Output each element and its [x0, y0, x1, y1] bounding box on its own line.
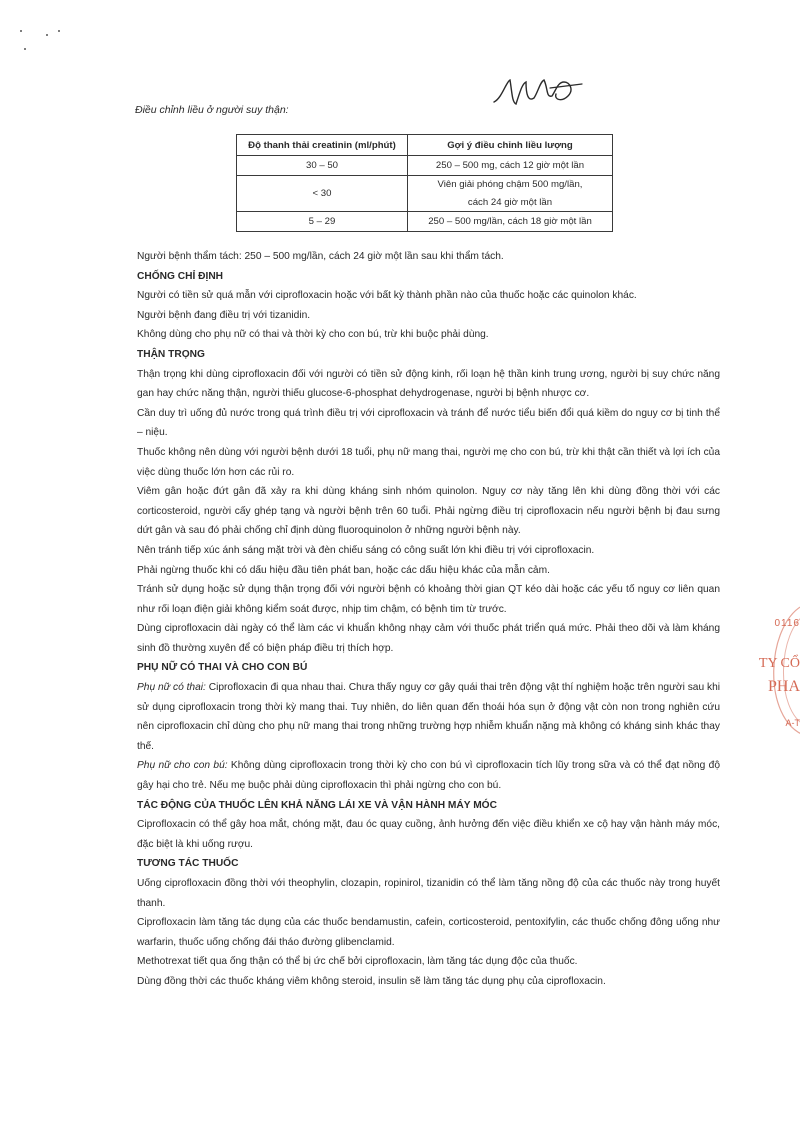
section-heading-driving: TÁC ĐỘNG CỦA THUỐC LÊN KHẢ NĂNG LÁI XE VÀ VẬN HÀNH MÁY MÓC [137, 799, 497, 811]
stamp-text: TY CỔ [758, 656, 800, 671]
table-cell-line: cách 24 giờ một lần [467, 196, 553, 208]
paragraph: Dùng đồng thời các thuốc kháng viêm không steroid, insulin sẽ làm tăng tác dụng phụ của ciprofloxacin. [137, 975, 606, 987]
pregnant-text: Ciprofloxacin đi qua nhau thai. Chưa thấy nguy cơ gây quái thai trên động vật thí nghiệm hoặc trên người sau khi sử dụng ciprofloxacin trong thời kỳ mang thai. Tuy nhiên, do liên quan đến thoái hóa sụn ở động vật còn non trong nghiên cứu nên ciprofloxacin chỉ dùng cho phụ nữ mang thai trong những trường hợp nhiễm khuẩn nặng mà không có kháng sinh khác thay thế. [137, 682, 720, 752]
paragraph: Tránh sử dụng hoặc sử dụng thận trọng đối với người bệnh có khoảng thời gian QT kéo dài hoặc các yếu tố nguy cơ liên quan như rối loạn điện giải không kiểm soát được, nhịp tim chậm, có bệnh tim từ trước. [137, 584, 720, 615]
paragraph: Methotrexat tiết qua ống thận có thể bị ức chế bởi ciprofloxacin, làm tăng tác dụng độc của thuốc. [137, 956, 578, 968]
paragraph: Không dùng cho phụ nữ có thai và thời kỳ cho con bú, trừ khi buộc phải dùng. [137, 329, 489, 341]
company-stamp [756, 600, 800, 740]
table-cell: 250 – 500 mg, cách 12 giờ một lần [408, 156, 613, 176]
table-cell: < 30 [237, 176, 408, 212]
scan-specks [18, 28, 78, 68]
paragraph: Viêm gân hoặc đứt gân đã xảy ra khi dùng kháng sinh nhóm quinolon. Nguy cơ này tăng lên khi dùng đồng thời với các corticosteroid, người cấy ghép tạng và người bệnh trên 60 tuổi. Phải ngừng điều trị ciprofloxacin nếu người bệnh bị đau sưng dứt gân và sau đó phải chống chỉ định dùng fluoroquinolon ở những người bệnh này. [137, 486, 720, 537]
stamp-text: PHA [767, 678, 800, 695]
paragraph: Phải ngừng thuốc khi có dấu hiệu đầu tiên phát ban, hoặc các dấu hiệu khác của mẫn cảm. [137, 564, 550, 576]
nursing-text: Không dùng ciprofloxacin trong thời kỳ cho con bú vì ciprofloxacin tích lũy trong sữa và có thể đạt nồng độ gây hại cho trẻ. Nếu mẹ buộc phải dùng ciprofloxacin thì phải ngừng cho con bú. [137, 760, 720, 792]
paragraph: Cần duy trì uống đủ nước trong quá trình điều trị với ciprofloxacin và tránh để nước tiểu biến đổi quá kiềm do nguy cơ bị tinh thể – niệu. [137, 407, 720, 439]
table-cell: 30 – 50 [237, 156, 408, 176]
table-cell: 5 – 29 [237, 212, 408, 232]
section-heading-interactions: TƯƠNG TÁC THUỐC [137, 858, 239, 870]
paragraph: Nên tránh tiếp xúc ánh sáng mặt trời và đèn chiếu sáng có công suất lớn khi điều trị với ciprofloxacin. [137, 544, 595, 556]
table-cell-line: Viên giải phóng chậm 500 mg/lần, [437, 179, 583, 190]
nursing-label: Phụ nữ cho con bú: [137, 760, 228, 772]
renal-dosing-table [236, 134, 613, 232]
paragraph: Thận trọng khi dùng ciprofloxacin đối với người có tiền sử động kinh, rối loạn hệ thần kinh trung ương, người bị suy chức năng gan hay chức năng thận, người thiếu glucose-6-phosphat dehydrogenase, người bị bệnh nhược cơ. [137, 368, 720, 400]
stamp-text: 0116 [774, 618, 800, 629]
paragraph: Dùng ciprofloxacin dài ngày có thể làm các vi khuẩn không nhạy cảm với thuốc phát triển quá mức. Phải theo dõi và làm kháng sinh đồ thường xuyên để có biện pháp điều trị thích hợp. [137, 623, 720, 654]
table-header-row [237, 135, 613, 156]
section-heading-contraindications: CHỐNG CHỈ ĐỊNH [137, 270, 224, 282]
section-heading-pregnancy: PHỤ NỮ CÓ THAI VÀ CHO CON BÚ [137, 662, 308, 674]
table-row [237, 156, 613, 176]
paragraph [137, 678, 720, 756]
paragraph: Người có tiền sử quá mẫn với ciprofloxacin hoặc với bất kỳ thành phần nào của thuốc hoặc các quinolon khác. [137, 290, 637, 302]
paragraph [137, 756, 720, 795]
table-cell [408, 176, 613, 212]
table-header-cell: Gợi ý điều chỉnh liều lượng [408, 135, 613, 156]
pregnant-label: Phụ nữ có thai: [137, 682, 206, 694]
paragraph: Uống ciprofloxacin đồng thời với theophylin, clozapin, ropinirol, tizanidin có thể làm tăng nồng độ của các thuốc này trong huyết thanh. [137, 878, 720, 909]
document-body [137, 247, 720, 992]
renal-dosing-intro: Điều chỉnh liều ở người suy thận: [135, 104, 289, 116]
table-row [237, 212, 613, 232]
paragraph: Ciprofloxacin làm tăng tác dụng của các thuốc bendamustin, cafein, corticosteroid, pentoxifylin, các thuốc chống đông uống như warfarin, thuốc uống chống đái tháo đường glibenclamid. [137, 917, 720, 948]
table-header-cell: Độ thanh thải creatinin (ml/phút) [237, 135, 408, 156]
section-heading-precautions: THẬN TRỌNG [137, 348, 205, 360]
paragraph: Thuốc không nên dùng với người bệnh dưới 18 tuổi, phụ nữ mang thai, người mẹ cho con bú, trừ khi thật cần thiết và lợi ích của việc dùng thuốc lớn hơn các rủi ro. [137, 446, 720, 478]
handwritten-signature [490, 72, 590, 114]
dialysis-note: Người bệnh thẩm tách: 250 – 500 mg/lần, cách 24 giờ một lần sau khi thẩm tách. [137, 251, 504, 262]
table-row [237, 176, 613, 212]
paragraph: Ciprofloxacin có thể gây hoa mắt, chóng mặt, đau óc quay cuồng, ảnh hưởng đến việc điều khiển xe cộ hay vận hành máy móc, đặc biệt là khi uống rượu. [137, 819, 720, 850]
stamp-text: A-T [785, 718, 800, 728]
table-cell: 250 – 500 mg/lần, cách 18 giờ một lần [408, 212, 613, 232]
paragraph: Người bệnh đang điều trị với tizanidin. [137, 309, 311, 321]
